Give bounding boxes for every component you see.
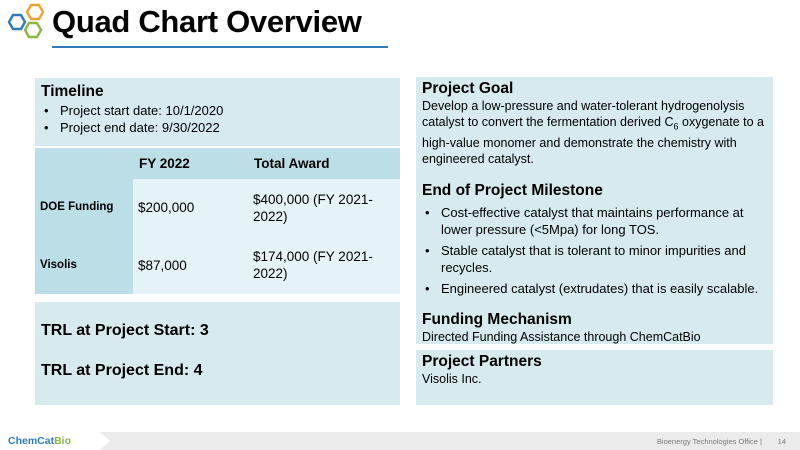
row-label-visolis: Visolis bbox=[35, 237, 133, 294]
footer-logo-part2: Bio bbox=[54, 435, 72, 447]
visolis-total-award-value: $174,000 (FY 2021-2022) bbox=[248, 237, 400, 294]
project-goal-text bbox=[422, 98, 767, 167]
title-underline bbox=[52, 46, 388, 48]
project-goal-panel bbox=[416, 77, 773, 344]
project-partners-heading: Project Partners bbox=[422, 353, 542, 370]
funding-table-header bbox=[35, 148, 400, 179]
slide-title: Quad Chart Overview bbox=[52, 4, 362, 39]
milestone-item: • Cost-effective catalyst that maintains performance at lower pressure (<5Mpa) for long TOS. bbox=[422, 204, 767, 238]
project-partners-panel bbox=[416, 350, 773, 405]
project-goal-heading: Project Goal bbox=[422, 80, 514, 97]
footer-office-name: Bioenergy Technologies Office | bbox=[656, 437, 762, 446]
project-partners-text: Visolis Inc. bbox=[422, 372, 482, 386]
visolis-fy2022-value: $87,000 bbox=[133, 237, 248, 294]
doe-fy2022-value: $200,000 bbox=[133, 179, 248, 236]
milestone-item: • Stable catalyst that is tolerant to minor impurities and recycles. bbox=[422, 242, 767, 276]
project-goal-text-part1: Develop a low-pressure and water-tolerant hydrogenolysis catalyst to convert the fermentation derived C bbox=[422, 99, 745, 129]
footer-logo-part1: ChemCat bbox=[8, 435, 55, 447]
table-row bbox=[35, 237, 400, 294]
timeline-start-date: • Project start date: 10/1/2020 bbox=[41, 102, 394, 119]
funding-header-total-award: Total Award bbox=[248, 148, 400, 179]
trl-end: TRL at Project End: 4 bbox=[41, 362, 203, 379]
hexagon-cluster-logo-icon bbox=[2, 2, 48, 48]
funding-mechanism-heading: Funding Mechanism bbox=[422, 310, 572, 328]
row-label-doe-funding: DOE Funding bbox=[35, 179, 133, 236]
milestone-item: • Engineered catalyst (extrudates) that is easily scalable. bbox=[422, 280, 767, 297]
project-goal-subscript: 6 bbox=[673, 121, 679, 132]
footer-bar bbox=[0, 432, 800, 450]
funding-table bbox=[35, 148, 400, 294]
timeline-end-date: • Project end date: 9/30/2022 bbox=[41, 119, 394, 136]
timeline-panel bbox=[35, 78, 400, 146]
footer-logo bbox=[8, 435, 71, 447]
doe-total-award-value: $400,000 (FY 2021-2022) bbox=[248, 179, 400, 236]
funding-header-fy2022: FY 2022 bbox=[133, 148, 248, 179]
trl-start: TRL at Project Start: 3 bbox=[41, 322, 209, 339]
milestone-list bbox=[422, 204, 767, 297]
page-number: 14 bbox=[777, 437, 786, 446]
timeline-list bbox=[41, 102, 394, 136]
funding-mechanism-text: Directed Funding Assistance through ChemCatBio bbox=[422, 329, 701, 344]
table-row bbox=[35, 179, 400, 236]
trl-panel bbox=[35, 302, 400, 405]
funding-header-blank bbox=[35, 148, 133, 179]
milestone-heading: End of Project Milestone bbox=[422, 181, 603, 199]
timeline-heading: Timeline bbox=[41, 83, 104, 100]
project-goal-text-part2: oxygenate to a high-value monomer and demonstrate the chemistry with engineered catalyst. bbox=[422, 115, 765, 166]
